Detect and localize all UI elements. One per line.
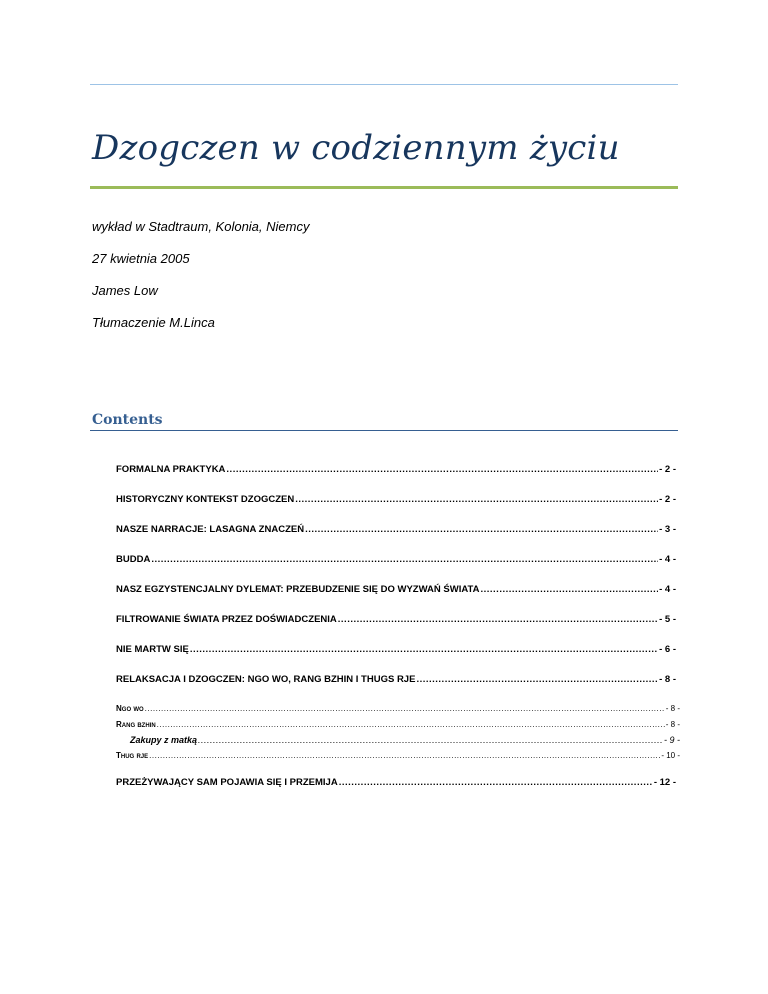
toc-leader-dots: [305, 524, 658, 535]
title-rule: [90, 186, 678, 189]
document-title: Dzogczen w codziennym życiu: [92, 128, 620, 168]
toc-entry-page: - 12 -: [653, 777, 676, 788]
toc-entry-label: PRZEŻYWAJĄCY SAM POJAWIA SIĘ I PRZEMIJA: [116, 777, 338, 788]
toc-entry-label: NIE MARTW SIĘ: [116, 644, 189, 655]
toc-entry[interactable]: [116, 614, 676, 625]
toc-entry-page: - 8 -: [665, 720, 680, 729]
toc-entry-page: - 6 -: [659, 644, 676, 655]
toc-leader-dots: [339, 777, 653, 788]
toc-entry-label: Zakupy z matką: [130, 735, 198, 745]
toc-leader-dots: [416, 674, 658, 685]
toc-entry-page: - 10 -: [661, 751, 680, 760]
toc-subentry[interactable]: [116, 751, 680, 760]
toc-entry[interactable]: [116, 777, 676, 788]
author: James Low: [92, 283, 158, 298]
toc-entry-page: - 8 -: [659, 674, 676, 685]
toc-entry-label: Ngo wo: [116, 704, 144, 713]
toc-leader-dots: [480, 584, 658, 595]
toc-entry-page: - 5 -: [659, 614, 676, 625]
toc-entry-label: NASZE NARRACJE: LASAGNA ZNACZEŃ: [116, 524, 305, 535]
toc-entry-page: - 9 -: [663, 735, 680, 745]
toc-leader-dots: [149, 751, 660, 760]
toc-entry-label: FILTROWANIE ŚWIATA PRZEZ DOŚWIADCZENIA: [116, 614, 337, 625]
contents-heading: Contents: [92, 412, 163, 428]
toc-leader-dots: [157, 720, 665, 729]
lecture-subtitle: wykład w Stadtraum, Kolonia, Niemcy: [92, 219, 310, 234]
lecture-date: 27 kwietnia 2005: [92, 251, 190, 266]
toc-leader-dots: [226, 464, 658, 475]
toc-leader-dots: [151, 554, 658, 565]
toc-entry-label: FORMALNA PRAKTYKA: [116, 464, 226, 475]
toc-entry-label: Rang bzhin: [116, 720, 156, 729]
toc-subsubentry[interactable]: [130, 735, 680, 745]
translation-credit: Tłumaczenie M.Linca: [92, 315, 215, 330]
toc-entry-page: - 4 -: [659, 554, 676, 565]
toc-entry[interactable]: [116, 494, 676, 505]
toc-entry-page: - 4 -: [659, 584, 676, 595]
toc-entry-page: - 2 -: [659, 494, 676, 505]
toc-entry-label: HISTORYCZNY KONTEKST DZOGCZEN: [116, 494, 295, 505]
toc-subentry[interactable]: [116, 720, 680, 729]
toc-leader-dots: [190, 644, 658, 655]
toc-entry-page: - 8 -: [665, 704, 680, 713]
toc-entry-label: BUDDA: [116, 554, 151, 565]
toc-leader-dots: [295, 494, 658, 505]
toc-entry[interactable]: [116, 464, 676, 475]
toc-entry-page: - 2 -: [659, 464, 676, 475]
toc-entry-label: Thug rje: [116, 751, 149, 760]
toc-entry[interactable]: [116, 524, 676, 535]
toc-entry[interactable]: [116, 644, 676, 655]
toc-subentry[interactable]: [116, 704, 680, 713]
toc-entry[interactable]: [116, 554, 676, 565]
toc-entry[interactable]: [116, 584, 676, 595]
toc-entry-label: NASZ EGZYSTENCJALNY DYLEMAT: PRZEBUDZENIE SIĘ DO WYZWAŃ ŚWIATA: [116, 584, 480, 595]
contents-rule: [90, 430, 678, 431]
toc-leader-dots: [198, 735, 663, 745]
toc-leader-dots: [145, 704, 665, 713]
toc-entry[interactable]: [116, 674, 676, 685]
top-rule: [90, 84, 678, 85]
toc-leader-dots: [338, 614, 658, 625]
toc-entry-label: RELAKSACJA I DZOGCZEN: NGO WO, RANG BZHIN I THUGS RJE: [116, 674, 416, 685]
toc-entry-page: - 3 -: [659, 524, 676, 535]
